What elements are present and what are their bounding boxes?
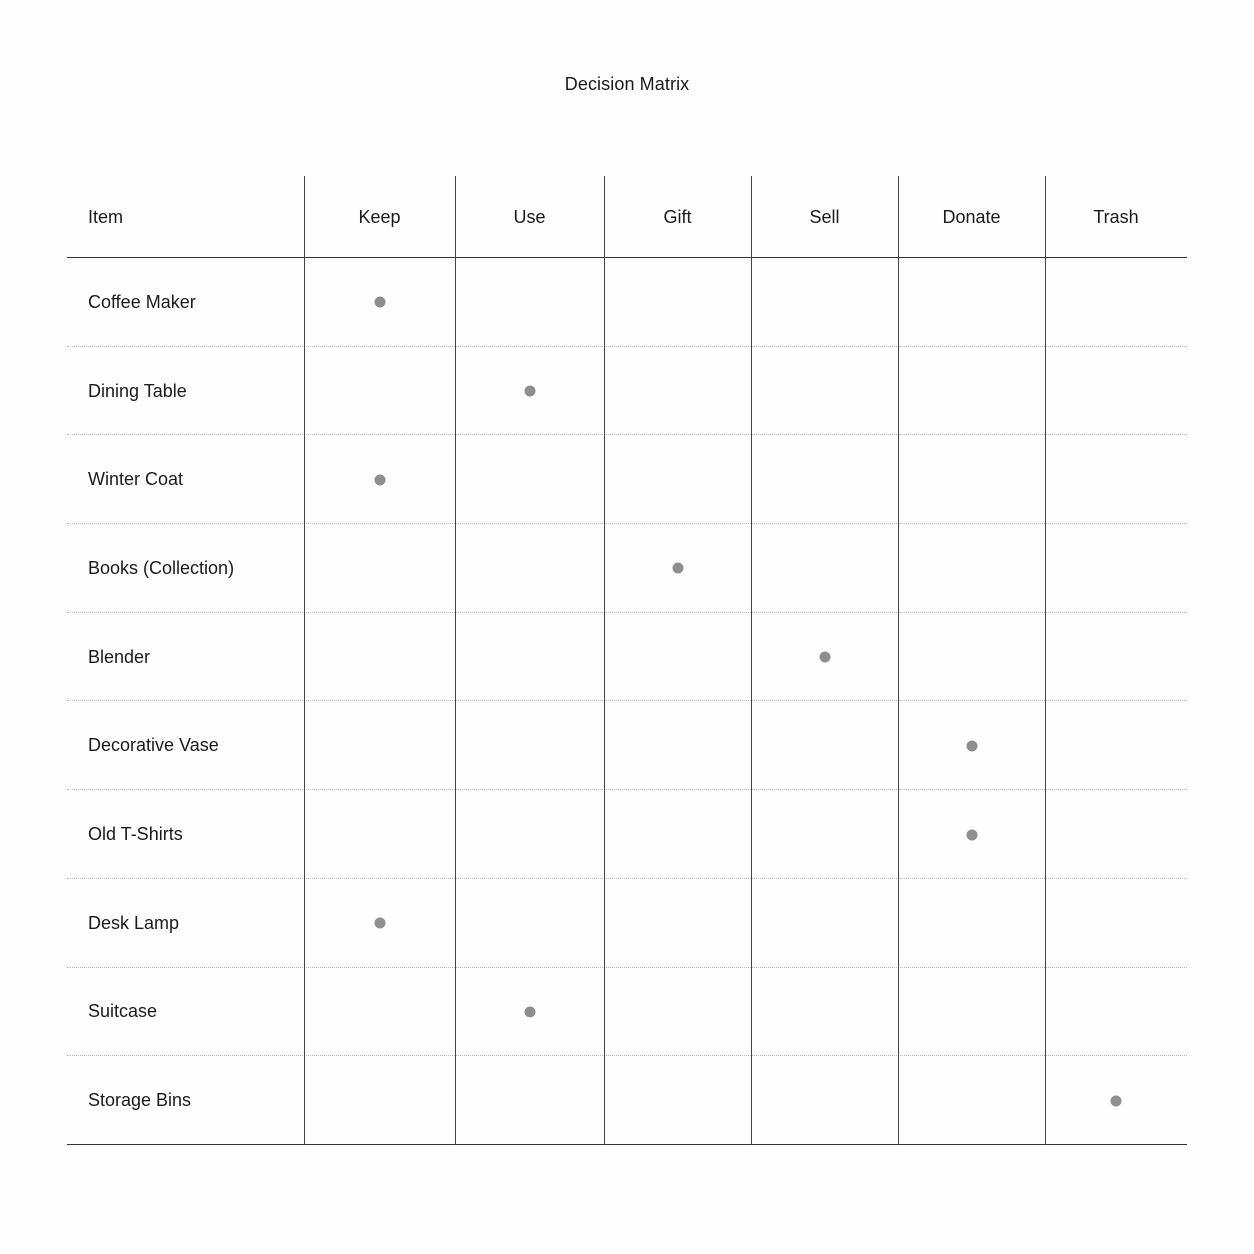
table-row (67, 613, 1187, 702)
table-row (67, 258, 1187, 347)
column-divider (751, 176, 752, 1145)
decision-matrix-table (67, 176, 1187, 1145)
choice-marker-use (524, 386, 535, 397)
choice-marker-keep (374, 918, 385, 929)
column-divider (604, 176, 605, 1145)
column-header-gift: Gift (663, 206, 692, 227)
table-row (67, 524, 1187, 613)
table-row (67, 702, 1187, 791)
column-divider (1045, 176, 1046, 1145)
row-item-label: Decorative Vase (88, 735, 219, 756)
table-header-row (67, 176, 1187, 258)
page-title: Decision Matrix (564, 74, 690, 94)
choice-marker-sell (819, 652, 830, 663)
choice-marker-use (524, 1006, 535, 1017)
table-row (67, 1056, 1187, 1145)
choice-marker-gift (672, 563, 683, 574)
row-item-label: Blender (88, 646, 151, 667)
column-divider (455, 176, 456, 1145)
table-bottom-border (67, 1144, 1187, 1145)
row-item-label: Dining Table (88, 380, 187, 401)
column-header-sell: Sell (809, 206, 840, 227)
row-item-label: Suitcase (88, 1001, 158, 1022)
row-item-label: Winter Coat (88, 469, 184, 490)
choice-marker-donate (966, 740, 977, 751)
column-header-use: Use (513, 206, 546, 227)
column-header-donate: Donate (942, 206, 1001, 227)
choice-marker-keep (374, 474, 385, 485)
table-row (67, 435, 1187, 524)
column-header-keep: Keep (358, 206, 401, 227)
choice-marker-donate (966, 829, 977, 840)
table-row (67, 347, 1187, 436)
column-divider (898, 176, 899, 1145)
table-row (67, 968, 1187, 1057)
row-item-label: Coffee Maker (88, 291, 196, 312)
table-row (67, 879, 1187, 968)
row-item-label: Desk Lamp (88, 912, 180, 933)
column-header-trash: Trash (1093, 206, 1139, 227)
row-item-label: Storage Bins (88, 1090, 192, 1111)
choice-marker-keep (374, 297, 385, 308)
row-item-label: Books (Collection) (88, 557, 235, 578)
choice-marker-trash (1111, 1095, 1122, 1106)
column-header-item: Item (88, 206, 124, 227)
column-divider (304, 176, 305, 1145)
row-item-label: Old T-Shirts (88, 824, 183, 845)
table-row (67, 790, 1187, 879)
